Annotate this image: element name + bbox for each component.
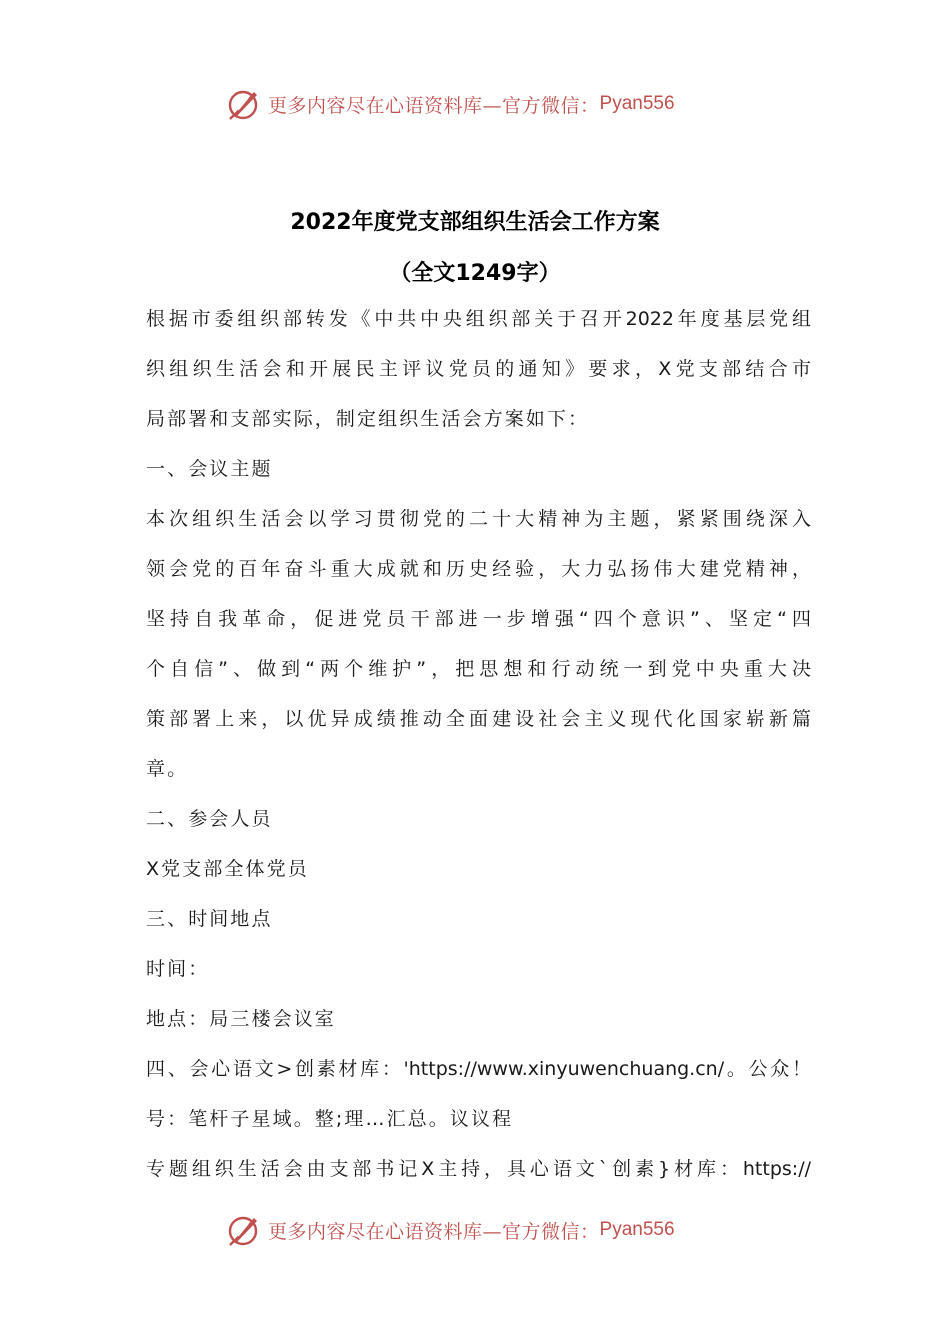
document-subtitle: （全文1249字） — [389, 261, 561, 286]
body-line: 织组织生活会和开展民主评议党员的通知》要求，X党支部结合市 — [146, 358, 811, 380]
body-line: 号：笔杆子星域。整;理…汇总。议议程 — [146, 1108, 514, 1130]
banner-wechat-id: Pyan556 — [599, 93, 675, 114]
quill-logo-icon — [226, 1212, 262, 1248]
document-title: 2022年度党支部组织生活会工作方案 — [290, 210, 660, 235]
banner-text: 更多内容尽在心语资料库—官方微信： — [268, 1220, 600, 1243]
quill-logo-icon — [226, 86, 262, 122]
header-banner — [226, 84, 675, 124]
body-line: 坚持自我革命，促进党员干部进一步增强“四个意识”、坚定“四 — [146, 608, 811, 630]
body-line: 策部署上来，以优异成绩推动全面建设社会主义现代化国家崭新篇 — [146, 708, 811, 730]
document-body — [146, 294, 811, 1194]
section-heading: 一、会议主题 — [146, 458, 273, 480]
body-line: 时间： — [146, 958, 210, 980]
body-line: 个自信”、做到“两个维护”，把思想和行动统一到党中央重大决 — [146, 658, 811, 680]
footer-banner — [226, 1210, 675, 1250]
body-line: 根据市委组织部转发《中共中央组织部关于召开2022年度基层党组 — [146, 308, 811, 330]
body-line: 本次组织生活会以学习贯彻党的二十大精神为主题，紧紧围绕深入 — [146, 508, 811, 530]
body-line: 章。 — [146, 758, 189, 780]
body-line: 领会党的百年奋斗重大成就和历史经验，大力弘扬伟大建党精神， — [146, 558, 811, 580]
section-heading: 二、参会人员 — [146, 808, 273, 830]
body-line: X党支部全体党员 — [146, 858, 309, 880]
body-line: 地点：局三楼会议室 — [146, 1008, 336, 1030]
banner-wechat-id: Pyan556 — [599, 1219, 675, 1240]
body-line: 四、会心语文>创素材库：'https://www.xinyuwenchuang.cn/。公众！ — [146, 1058, 811, 1080]
body-line: 局部署和支部实际，制定组织生活会方案如下： — [146, 408, 590, 430]
section-heading: 三、时间地点 — [146, 908, 273, 930]
body-line: 专题组织生活会由支部书记X主持，具心语文`创素}材库：https:// — [146, 1158, 811, 1180]
banner-text: 更多内容尽在心语资料库—官方微信： — [268, 94, 600, 117]
